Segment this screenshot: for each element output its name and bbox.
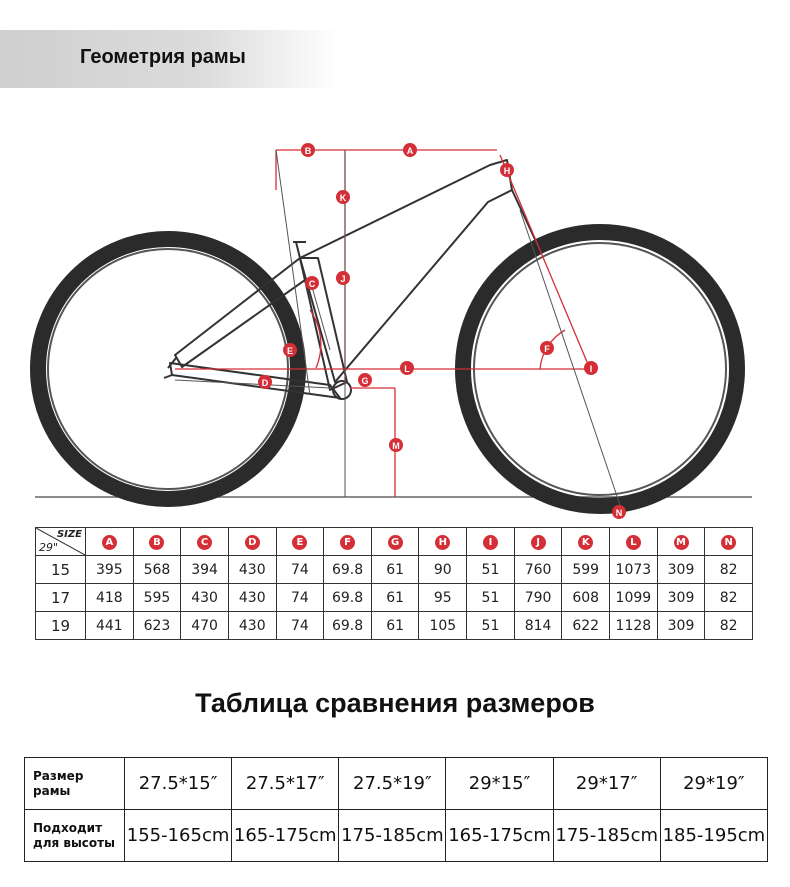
row-label-line: Размер: [33, 768, 84, 783]
callout-h: [500, 163, 514, 177]
callout-k: [336, 190, 350, 204]
callout-c: [305, 276, 319, 290]
table-cell: 623: [133, 612, 181, 640]
table-cell: 309: [657, 612, 705, 640]
row-size: 19: [36, 612, 86, 640]
table-cell: 1073: [610, 556, 658, 584]
table-cell: 622: [562, 612, 610, 640]
table-cell: 74: [276, 612, 324, 640]
svg-text:E: E: [286, 346, 294, 356]
column-badge: H: [435, 535, 450, 550]
table-row: [36, 612, 753, 640]
column-header: [228, 528, 276, 556]
height-cell: 155-165cm: [125, 810, 232, 862]
column-badge: K: [578, 535, 593, 550]
svg-text:F: F: [544, 344, 550, 354]
column-badge: D: [245, 535, 260, 550]
comparison-title: Таблица сравнения размеров: [195, 688, 595, 718]
frame-size-cell: 29*17″: [553, 758, 660, 810]
column-header: [181, 528, 229, 556]
table-cell: 790: [514, 584, 562, 612]
height-row: [25, 810, 768, 862]
column-header: [657, 528, 705, 556]
height-cell: 175-185cm: [339, 810, 446, 862]
table-cell: 69.8: [324, 584, 372, 612]
frame-geometry-diagram: [0, 130, 790, 525]
table-cell: 608: [562, 584, 610, 612]
table-cell: 51: [467, 556, 515, 584]
callout-e: [283, 343, 297, 357]
column-badge: G: [388, 535, 403, 550]
callout-j: [336, 271, 350, 285]
column-header: [133, 528, 181, 556]
table-cell: 69.8: [324, 612, 372, 640]
column-header: [467, 528, 515, 556]
svg-text:N: N: [615, 508, 623, 518]
corner-size-label: SIZE: [56, 529, 82, 540]
frame-size-cell: 29*19″: [660, 758, 767, 810]
table-cell: 430: [228, 612, 276, 640]
svg-text:B: B: [304, 146, 312, 156]
svg-text:D: D: [261, 378, 269, 388]
callout-l: [400, 361, 414, 375]
table-cell: 51: [467, 584, 515, 612]
callout-a: [403, 143, 417, 157]
column-header: [705, 528, 753, 556]
table-cell: 69.8: [324, 556, 372, 584]
table-cell: 1099: [610, 584, 658, 612]
corner-wheel-label: 29": [39, 541, 59, 554]
column-badge: L: [626, 535, 641, 550]
column-header: [86, 528, 134, 556]
table-cell: 309: [657, 556, 705, 584]
table-cell: 82: [705, 612, 753, 640]
svg-text:K: K: [339, 193, 347, 203]
svg-text:J: J: [340, 274, 346, 284]
table-cell: 568: [133, 556, 181, 584]
callout-g: [358, 373, 372, 387]
column-header: [610, 528, 658, 556]
callout-d: [258, 375, 272, 389]
measurement-lines: [175, 150, 590, 497]
table-cell: 1128: [610, 612, 658, 640]
column-badge: B: [149, 535, 164, 550]
table-cell: 61: [371, 584, 419, 612]
table-corner: [36, 528, 86, 556]
table-cell: 418: [86, 584, 134, 612]
svg-text:L: L: [404, 364, 410, 374]
row-label-line: для высоты: [33, 835, 115, 850]
column-header: [371, 528, 419, 556]
table-cell: 61: [371, 556, 419, 584]
frame-size-cell: 29*15″: [446, 758, 553, 810]
column-badge: F: [340, 535, 355, 550]
table-cell: 395: [86, 556, 134, 584]
table-cell: 82: [705, 556, 753, 584]
callout-b: [301, 143, 315, 157]
geometry-header-row: [36, 528, 753, 556]
callout-m: [389, 438, 403, 452]
column-badge: E: [292, 535, 307, 550]
table-row: [36, 584, 753, 612]
frame-size-cell: 27.5*17″: [232, 758, 339, 810]
row-label-line: рамы: [33, 783, 71, 798]
height-cell: 175-185cm: [553, 810, 660, 862]
svg-text:M: M: [392, 441, 400, 451]
callout-f: [540, 341, 554, 355]
page-title: Геометрия рамы: [80, 46, 246, 68]
svg-text:H: H: [503, 166, 511, 176]
callout-n: [612, 505, 626, 519]
table-cell: 90: [419, 556, 467, 584]
table-cell: 394: [181, 556, 229, 584]
column-header: [324, 528, 372, 556]
table-cell: 470: [181, 612, 229, 640]
table-cell: 760: [514, 556, 562, 584]
column-header: [419, 528, 467, 556]
table-cell: 430: [181, 584, 229, 612]
table-cell: 51: [467, 612, 515, 640]
height-cell: 185-195cm: [660, 810, 767, 862]
svg-text:C: C: [308, 279, 316, 289]
row-size: 17: [36, 584, 86, 612]
table-cell: 595: [133, 584, 181, 612]
column-badge: J: [531, 535, 546, 550]
table-cell: 430: [228, 556, 276, 584]
bike-frame: [164, 160, 540, 399]
row-label-line: Подходит: [33, 820, 103, 835]
height-cell: 165-175cm: [446, 810, 553, 862]
frame-size-row: [25, 758, 768, 810]
column-badge: C: [197, 535, 212, 550]
height-cell: 165-175cm: [232, 810, 339, 862]
table-cell: 95: [419, 584, 467, 612]
table-cell: 74: [276, 556, 324, 584]
callout-i: [584, 361, 598, 375]
column-badge: A: [102, 535, 117, 550]
column-header: [514, 528, 562, 556]
row-label: [25, 758, 125, 810]
svg-text:G: G: [361, 376, 369, 386]
frame-size-cell: 27.5*15″: [125, 758, 232, 810]
table-cell: 599: [562, 556, 610, 584]
table-cell: 105: [419, 612, 467, 640]
svg-text:A: A: [406, 146, 414, 156]
table-cell: 441: [86, 612, 134, 640]
header-banner: [0, 30, 340, 88]
column-header: [562, 528, 610, 556]
frame-size-cell: 27.5*19″: [339, 758, 446, 810]
column-header: [276, 528, 324, 556]
table-cell: 814: [514, 612, 562, 640]
table-cell: 74: [276, 584, 324, 612]
column-badge: M: [674, 535, 689, 550]
row-label: [25, 810, 125, 862]
table-cell: 309: [657, 584, 705, 612]
table-row: [36, 556, 753, 584]
column-badge: N: [721, 535, 736, 550]
size-comparison-table: [24, 757, 768, 862]
svg-text:I: I: [589, 364, 593, 374]
table-cell: 430: [228, 584, 276, 612]
table-cell: 61: [371, 612, 419, 640]
table-cell: 82: [705, 584, 753, 612]
geometry-table: [35, 527, 753, 640]
row-size: 15: [36, 556, 86, 584]
column-badge: I: [483, 535, 498, 550]
